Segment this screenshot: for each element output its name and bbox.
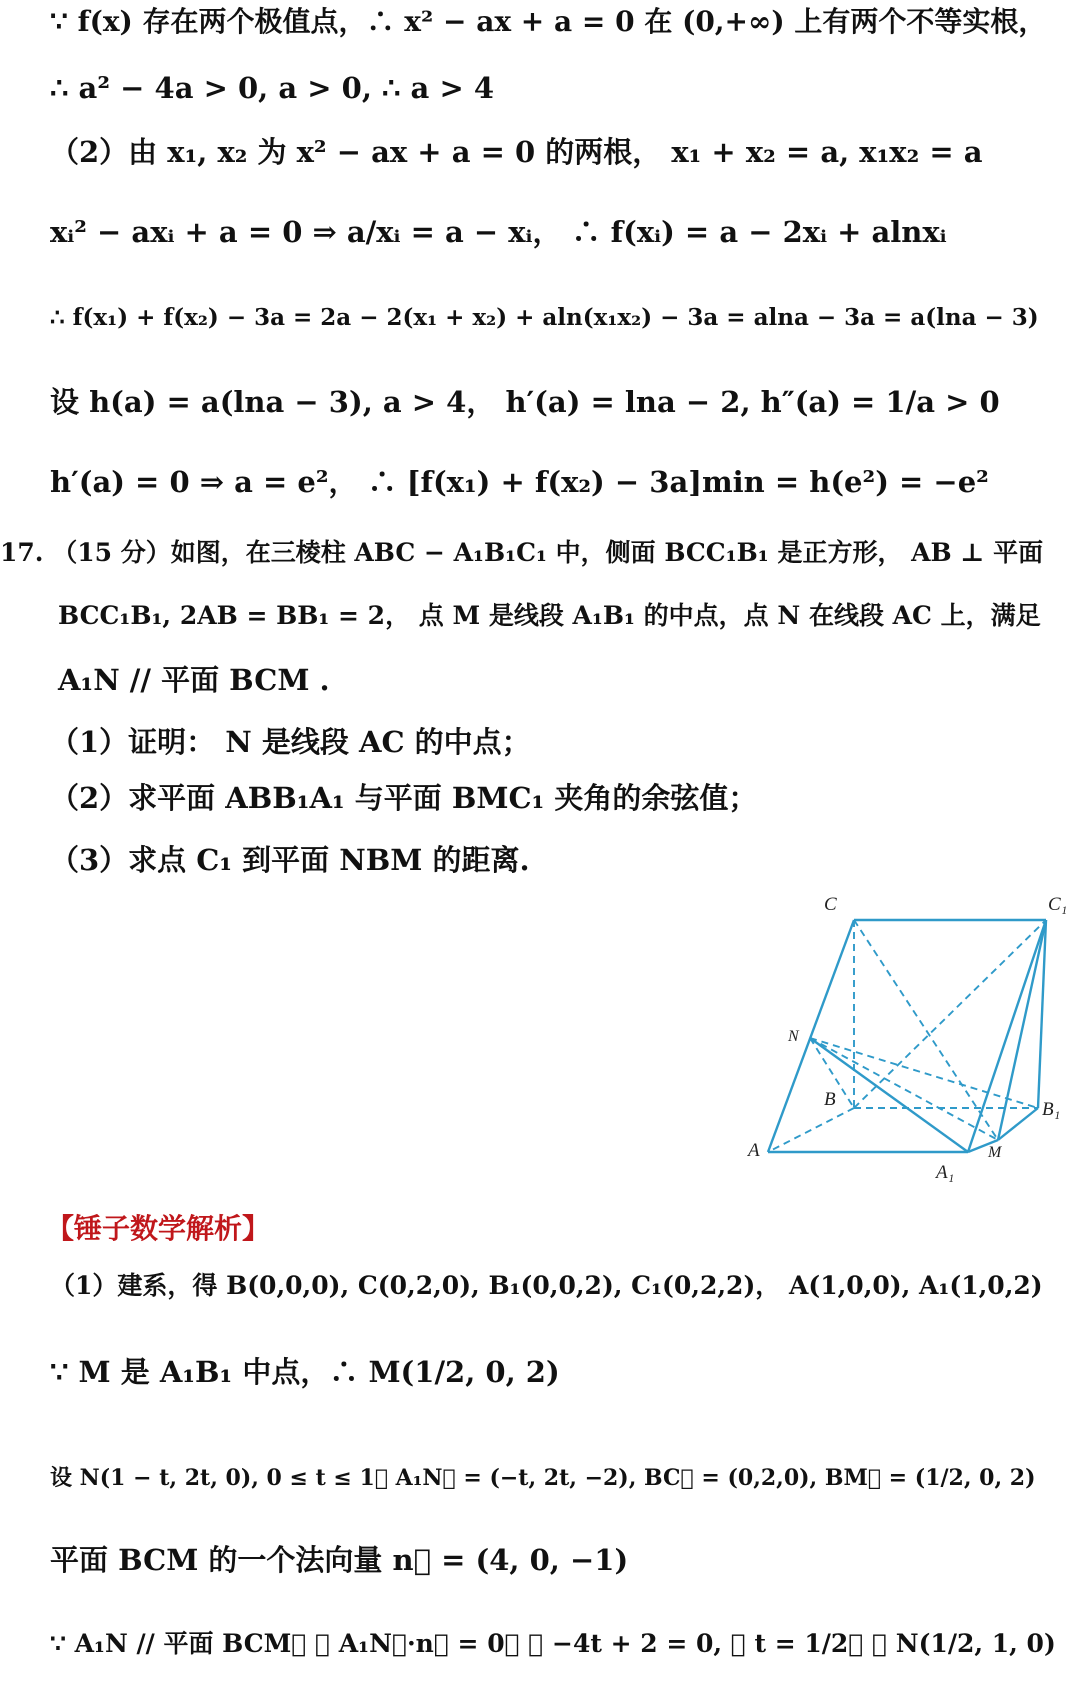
question-3: （3）求点 C₁ 到平面 NBM 的距离. [50, 843, 530, 877]
label-C1: C₁ [1048, 894, 1068, 915]
solution-heading: 【锤子数学解析】 [46, 1212, 271, 1245]
text-line-6: 设 h(a) = a(lna − 3), a > 4， h′(a) = lna − 2, h″(a) = 1/a > 0 [50, 385, 1000, 419]
problem-17-line-2: BCC₁B₁, 2AB = BB₁ = 2， 点 M 是线段 A₁B₁ 的中点，点 N 在线段 AC 上，满足 [58, 601, 1041, 630]
solution-line-3: 设 N(1 − t, 2t, 0), 0 ≤ t ≤ 1， A₁N⃗ = (−t, 2t, −2), BC⃗ = (0,2,0), BM⃗ = (1/2, 0, 2) [50, 1465, 1036, 1491]
prism-solid-edges [768, 920, 1046, 1152]
text-line-3: （2）由 x₁, x₂ 为 x² − ax + a = 0 的两根， x₁ + x₂ = a, x₁x₂ = a [50, 135, 983, 169]
question-1: （1）证明： N 是线段 AC 的中点； [50, 725, 531, 759]
text-line-5: ∴ f(x₁) + f(x₂) − 3a = 2a − 2(x₁ + x₂) + aln(x₁x₂) − 3a = alna − 3a = a(lna − 3) [50, 304, 1039, 331]
label-C: C [824, 894, 837, 915]
question-2: （2）求平面 ABB₁A₁ 与平面 BMC₁ 夹角的余弦值； [50, 781, 758, 815]
label-A: A [748, 1140, 760, 1161]
text-line-1: ∵ f(x) 存在两个极值点，∴ x² − ax + a = 0 在 (0,+∞) 上有两个不等实根， [50, 5, 1047, 38]
prism-dashed-edges [768, 920, 1046, 1152]
solution-line-1: （1）建系，得 B(0,0,0), C(0,2,0), B₁(0,0,2), C₁(0,2,2)， A(1,0,0), A₁(1,0,2) [50, 1271, 1043, 1300]
label-M: M [988, 1144, 1002, 1161]
solution-line-5: ∵ A₁N // 平面 BCM， ∴ A₁N⃗·n⃗ = 0， ∴ −4t + 2 = 0, ∴ t = 1/2， ∴ N(1/2, 1, 0) [50, 1629, 1056, 1658]
problem-17-line-3: A₁N // 平面 BCM . [58, 663, 330, 697]
label-N: N [788, 1028, 799, 1045]
label-B: B [824, 1089, 836, 1110]
text-line-2: ∴ a² − 4a > 0, a > 0, ∴ a > 4 [50, 71, 495, 105]
prism-figure [740, 890, 1080, 1190]
solution-line-2: ∵ M 是 A₁B₁ 中点，∴ M(1/2, 0, 2) [50, 1355, 560, 1389]
text-line-7: h′(a) = 0 ⇒ a = e²， ∴ [f(x₁) + f(x₂) − 3a]min = h(e²) = −e² [50, 465, 989, 499]
label-B1: B₁ [1042, 1099, 1061, 1120]
solution-line-4: 平面 BCM 的一个法向量 n⃗ = (4, 0, −1) [50, 1543, 629, 1577]
label-A1: A₁ [936, 1162, 955, 1183]
problem-17-statement: 17. （15 分）如图，在三棱柱 ABC − A₁B₁C₁ 中，侧面 BCC₁B₁ 是正方形， AB ⊥ 平面 [0, 538, 1044, 567]
text-line-4: xᵢ² − axᵢ + a = 0 ⇒ a/xᵢ = a − xᵢ， ∴ f(xᵢ) = a − 2xᵢ + alnxᵢ [50, 215, 947, 249]
